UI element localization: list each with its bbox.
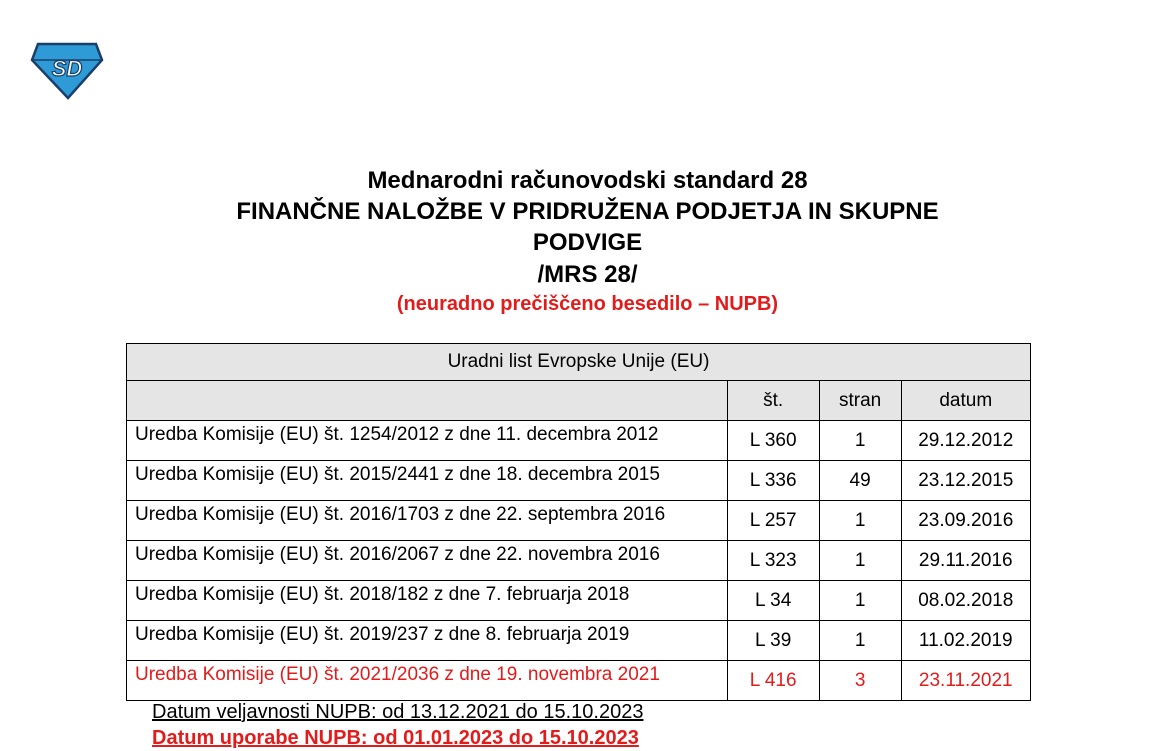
row-page: 49 [819,461,901,501]
row-no: L 323 [727,541,819,581]
row-page: 1 [819,621,901,661]
row-date: 29.12.2012 [901,421,1030,461]
validity-date: Datum veljavnosti NUPB: od 13.12.2021 do 15.10.2023 [152,701,644,723]
header-no: št. [727,381,819,421]
row-page: 1 [819,501,901,541]
table-caption: Uradni list Evropske Unije (EU) [127,344,1031,381]
row-name: Uredba Komisije (EU) št. 1254/2012 z dne 11. decembra 2012 [127,421,728,461]
title-line-subject: FINANČNE NALOŽBE V PRIDRUŽENA PODJETJA IN SKUPNE [236,198,939,225]
table-caption-row [127,344,1031,381]
table-row [127,461,1031,501]
row-no: L 360 [727,421,819,461]
sd-diamond-logo-icon [30,40,104,100]
row-page: 1 [819,541,901,581]
document-title [0,166,1157,317]
row-name: Uredba Komisije (EU) št. 2016/1703 z dne 22. septembra 2016 [127,501,728,541]
table-row [127,421,1031,461]
row-date: 11.02.2019 [901,621,1030,661]
row-no: L 257 [727,501,819,541]
row-no: L 34 [727,581,819,621]
row-date: 29.11.2016 [901,541,1030,581]
table-row [127,501,1031,541]
header-date: datum [901,381,1030,421]
table-row-latest [127,661,1031,701]
header-page: stran [819,381,901,421]
row-page: 3 [819,661,901,701]
title-line-standard: Mednarodni računovodski standard 28 [367,167,808,194]
row-name: Uredba Komisije (EU) št. 2021/2036 z dne 19. novembra 2021 [127,661,728,701]
row-date: 23.09.2016 [901,501,1030,541]
table-row [127,621,1031,661]
validity-notes [152,699,643,751]
title-line-nupb: (neuradno prečiščeno besedilo – NUPB) [396,293,779,315]
row-name: Uredba Komisije (EU) št. 2016/2067 z dne 22. novembra 2016 [127,541,728,581]
header-name [127,381,728,421]
row-name: Uredba Komisije (EU) št. 2019/237 z dne 8. februarja 2019 [127,621,728,661]
row-name: Uredba Komisije (EU) št. 2015/2441 z dne 18. decembra 2015 [127,461,728,501]
row-name: Uredba Komisije (EU) št. 2018/182 z dne 7. februarja 2018 [127,581,728,621]
usage-date: Datum uporabe NUPB: od 01.01.2023 do 15.10.2023 [152,727,639,749]
logo-letters: SD [51,56,83,81]
title-line-subject-cont: PODVIGE [532,229,643,256]
row-no: L 416 [727,661,819,701]
row-no: L 39 [727,621,819,661]
row-no: L 336 [727,461,819,501]
table-header-row [127,381,1031,421]
row-date: 23.12.2015 [901,461,1030,501]
row-page: 1 [819,581,901,621]
row-page: 1 [819,421,901,461]
row-date: 23.11.2021 [901,661,1030,701]
row-date: 08.02.2018 [901,581,1030,621]
table-row [127,541,1031,581]
title-line-code: /MRS 28/ [537,261,638,288]
official-journal-table [126,343,1031,701]
table-row [127,581,1031,621]
